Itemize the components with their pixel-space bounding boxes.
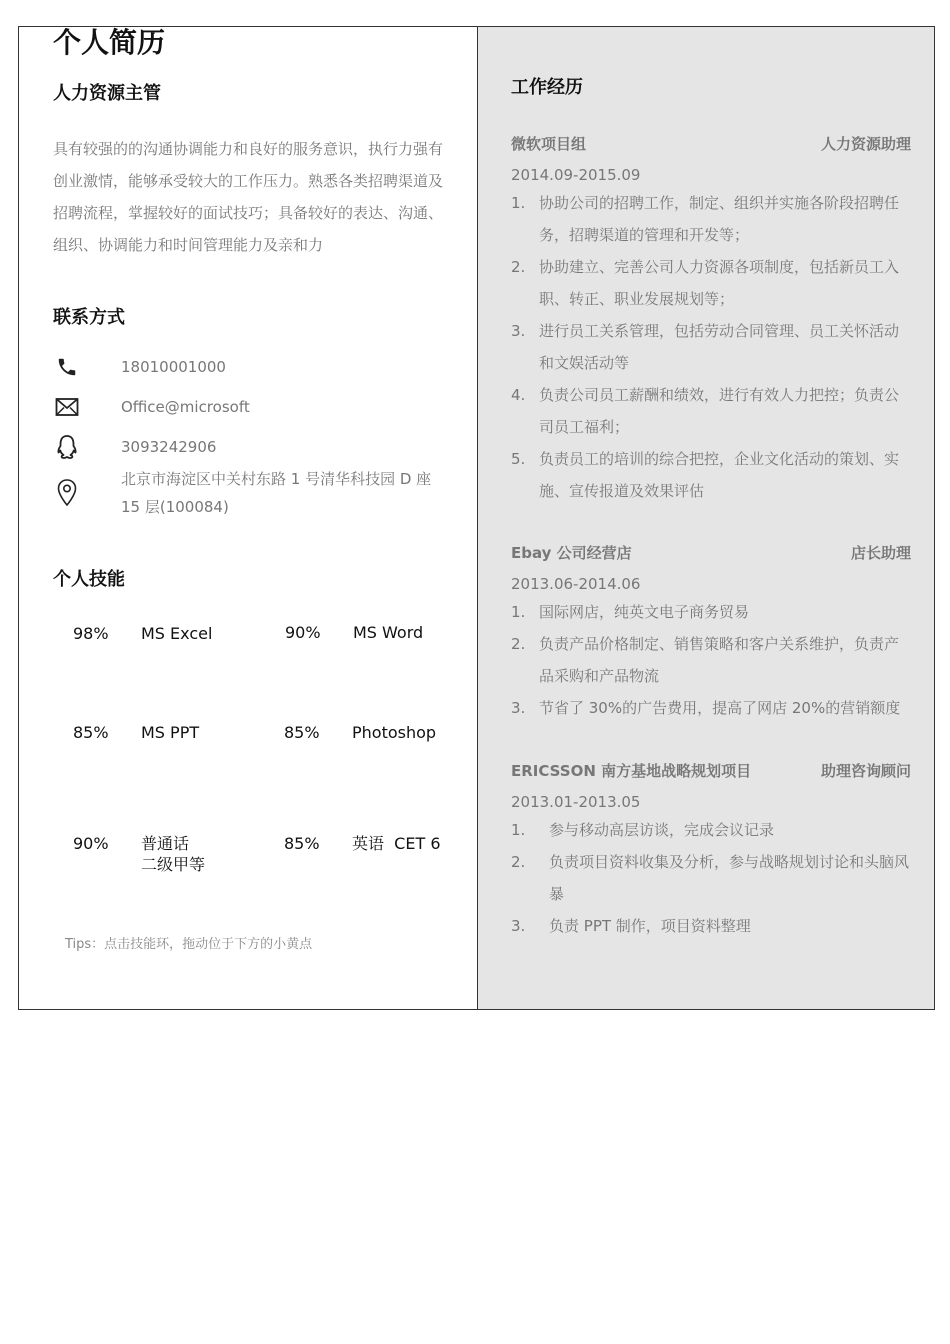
job-header — [511, 760, 911, 782]
contact-qq-row — [53, 433, 453, 461]
job-title: 人力资源主管 — [53, 83, 161, 104]
job-entry-ebay — [511, 542, 911, 724]
list-number: 2. — [511, 853, 526, 871]
list-number: 2. — [511, 258, 526, 276]
qq-icon — [53, 433, 81, 461]
list-text: 协助建立、完善公司人力资源各项制度，包括新员工入职、转正、职业发展规划等； — [539, 258, 900, 308]
resume-heading: 个人简历 — [53, 26, 166, 59]
list-number: 1. — [511, 821, 526, 839]
skill-name: Photoshop — [352, 723, 437, 742]
resume-page — [18, 26, 935, 1010]
skill-percent: 90% — [73, 834, 109, 853]
skill-name: 英语 CET 6 — [352, 834, 441, 853]
skill-name: MS Excel — [141, 624, 213, 643]
job-duties — [511, 814, 911, 942]
contact-phone-row — [53, 353, 453, 381]
list-item — [511, 443, 911, 507]
list-text: 协助公司的招聘工作，制定、组织并实施各阶段招聘任务，招聘渠道的管理和开发等； — [539, 194, 900, 244]
list-item — [511, 596, 911, 628]
list-number: 3. — [511, 699, 526, 717]
list-item — [511, 187, 911, 251]
job-date: 2013.01-2013.05 — [511, 793, 641, 811]
skill-percent: 90% — [285, 623, 321, 642]
phone-icon — [53, 353, 81, 381]
skills-tips: Tips：点击技能环，拖动位于下方的小黄点 — [65, 937, 313, 952]
list-text: 负责 PPT 制作，项目资料整理 — [549, 917, 751, 935]
skill-name — [141, 833, 251, 875]
list-text: 参与移动高层访谈，完成会议记录 — [549, 821, 775, 839]
left-column — [19, 27, 478, 1009]
envelope-icon — [53, 393, 81, 421]
job-date: 2014.09-2015.09 — [511, 166, 641, 184]
location-pin-icon — [53, 465, 81, 521]
right-column — [478, 27, 934, 1009]
list-item — [511, 379, 911, 443]
list-item — [511, 315, 911, 379]
job-entry-microsoft — [511, 133, 911, 507]
contact-section-title: 联系方式 — [53, 307, 125, 328]
list-number: 1. — [511, 603, 526, 621]
list-item — [511, 814, 911, 846]
contact-email-row — [53, 393, 453, 421]
contact-email: Office@microsoft — [121, 398, 250, 416]
job-company: 微软项目组 — [511, 135, 587, 153]
contact-list — [53, 353, 453, 521]
list-item — [511, 846, 911, 910]
job-role: 店长助理 — [850, 544, 911, 562]
list-number: 5. — [511, 450, 526, 468]
job-company: ERICSSON 南方基地战略规划项目 — [511, 762, 752, 780]
skill-name-line: 普通话 — [141, 834, 190, 853]
job-entry-ericsson — [511, 760, 911, 942]
skill-name: MS Word — [353, 623, 424, 642]
job-duties — [511, 187, 911, 507]
job-role: 人力资源助理 — [820, 135, 911, 153]
skill-percent: 85% — [284, 834, 320, 853]
skills-grid — [19, 607, 478, 907]
skills-section-title: 个人技能 — [53, 569, 125, 590]
skill-name: MS PPT — [141, 723, 200, 742]
contact-qq: 3093242906 — [121, 438, 217, 456]
work-section-title: 工作经历 — [511, 77, 583, 98]
job-header — [511, 542, 911, 564]
job-date: 2013.06-2014.06 — [511, 575, 641, 593]
list-text: 负责项目资料收集及分析，参与战略规划讨论和头脑风暴 — [549, 853, 910, 903]
list-item — [511, 692, 911, 724]
list-text: 进行员工关系管理，包括劳动合同管理、员工关怀活动和文娱活动等 — [539, 322, 900, 372]
list-number: 4. — [511, 386, 526, 404]
skill-percent: 85% — [284, 723, 320, 742]
list-number: 1. — [511, 194, 526, 212]
contact-address-row — [53, 465, 453, 521]
list-number: 3. — [511, 917, 526, 935]
list-number: 2. — [511, 635, 526, 653]
contact-phone: 18010001000 — [121, 358, 226, 376]
job-duties — [511, 596, 911, 724]
list-number: 3. — [511, 322, 526, 340]
skill-name-line: 二级甲等 — [141, 855, 206, 874]
list-text: 负责公司员工薪酬和绩效，进行有效人力把控；负责公司员工福利； — [539, 386, 900, 436]
list-item — [511, 910, 911, 942]
self-introduction: 具有较强的的沟通协调能力和良好的服务意识，执行力强有创业激情，能够承受较大的工作压力。熟悉各类招聘渠道及招聘流程，掌握较好的面试技巧；具备较好的表达、沟通、组织、协调能力和时间管理能力及亲和力 — [53, 140, 444, 254]
list-item — [511, 251, 911, 315]
skill-percent: 98% — [73, 624, 109, 643]
job-header — [511, 133, 911, 155]
contact-address: 北京市海淀区中关村东路 1 号清华科技园 D 座 15 层(100084) — [121, 470, 432, 516]
list-text: 负责产品价格制定、销售策略和客户关系维护，负责产品采购和产品物流 — [539, 635, 900, 685]
list-text: 负责员工的培训的综合把控，企业文化活动的策划、实施、宣传报道及效果评估 — [539, 450, 900, 500]
job-role: 助理咨询顾问 — [820, 762, 911, 780]
list-item — [511, 628, 911, 692]
list-text: 节省了 30%的广告费用，提高了网店 20%的营销额度 — [539, 699, 901, 717]
skill-percent: 85% — [73, 723, 109, 742]
list-text: 国际网店，纯英文电子商务贸易 — [539, 603, 750, 621]
job-company: Ebay 公司经营店 — [511, 544, 632, 562]
